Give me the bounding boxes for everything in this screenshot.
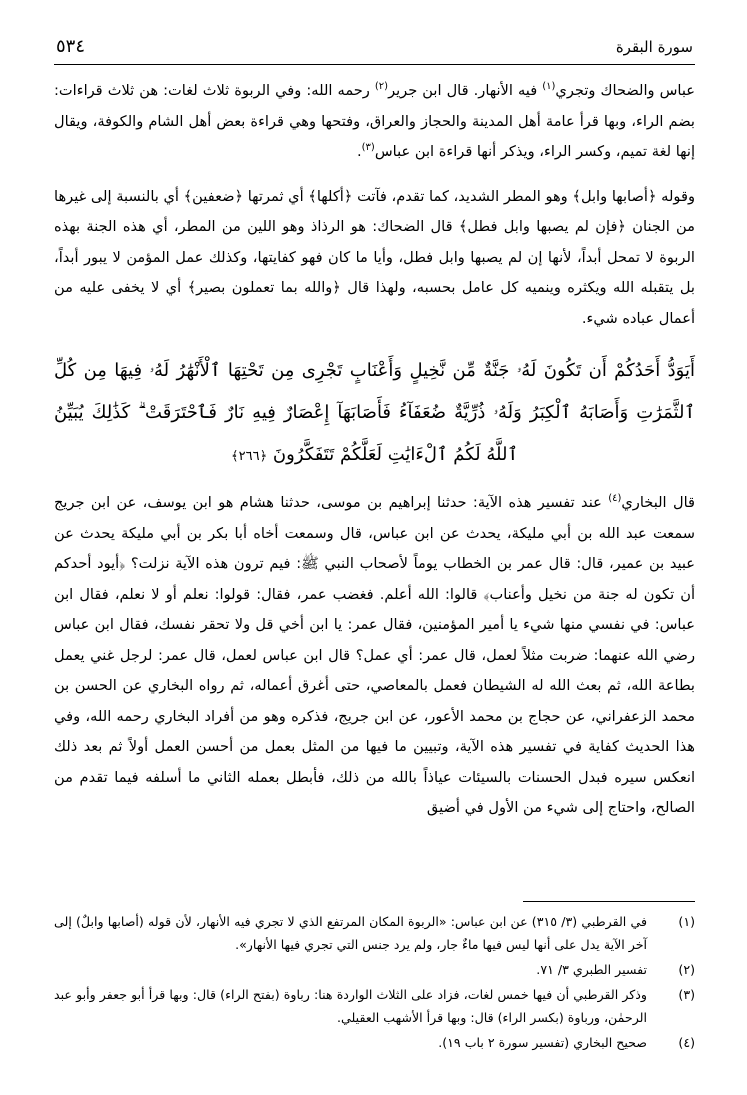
footnote-item: [54, 958, 695, 981]
footnote-ref-4[interactable]: (٤): [608, 493, 622, 505]
paragraph-rabwa-readings: عباس والضحاك وتجري$^{(١)}$ فيه الأنهار. قال ابن جرير$^{(٢)}$ رحمه الله: وفي الربوة ثلاث لغات: هن ثلاث قراءات: بضم الراء، وبها قرأ عامة أهل المدينة والحجاز والعراق، وفتحها وهي قراءة بعض أهل الشام والكوفة، ويقال إنها لغة تميم، وكسر الراء، ويذكر أنها قراءة ابن عباس$^{(٣)}$.: [54, 81, 695, 160]
quran-verse: [54, 350, 695, 478]
page-number: ٥٣٤: [56, 36, 86, 57]
footnote-number: (٢): [678, 962, 695, 977]
verse-text: أَيَوَدُّ أَحَدُكُمْ أَن تَكُونَ لَهُۥ جَنَّةٌ مِّن نَّخِيلٍ وَأَعْنَابٍ تَجْرِى مِن تَحْتِهَا ٱلْأَنْهَٰرُ لَهُۥ فِيهَا مِن كُلِّ ٱلثَّمَرَٰتِ وَأَصَابَهُ ٱلْكِبَرُ وَلَهُۥ ذُرِّيَّةٌ ضُعَفَآءُ فَأَصَابَهَآ إِعْصَارٌ فِيهِ نَارٌ فَٱحْتَرَقَتْ ۗ كَذَٰلِكَ يُبَيِّنُ ٱللَّهُ لَكُمُ ٱلْءَايَٰتِ لَعَلَّكُمْ تَتَفَكَّرُونَ: [54, 360, 695, 465]
footnotes: [54, 910, 695, 1056]
footnote-ref-2[interactable]: (٢): [374, 81, 389, 93]
footnote-number: (٤): [678, 1035, 695, 1050]
footnote-text: صحيح البخاري (تفسير سورة ٢ باب ١٩).: [438, 1035, 647, 1050]
footnote-number: (١): [678, 914, 695, 929]
surah-title: سورة البقرة: [615, 38, 693, 56]
footnote-ref-1[interactable]: (١): [542, 81, 556, 93]
footnote-number: (٣): [678, 987, 695, 1002]
footnote-divider: [523, 901, 695, 902]
footnote-item: [54, 1031, 695, 1054]
paragraph-bukhari-hadith: قال البخاري$^{(٤)}$ عند تفسير هذه الآية: حدثنا إبراهيم بن موسى، حدثنا هشام هو ابن يوسف، عن ابن جريج سمعت عبد الله بن أبي مليكة، يحدث عن ابن عباس، قال وسمعت أخاه أبا بكر بن أبي مليكة يحدث عن عبيد بن عمير، قال: قال عمر بن الخطاب يوماً لأصحاب النبي ﷺ: فيم ترون هذه الآية نزلت؟ ﴿أيود أحدكم أن تكون له جنة من نخيل وأعناب﴾ قالوا: الله أعلم. فغضب عمر، فقال: قولوا: نعلم أو لا نعلم، فقال ابن عباس: في نفسي منها شيء يا أمير المؤمنين، فقال عمر: يا ابن أخي قل ولا تحقر نفسك، فقال ابن عباس رضي الله عنهما: ضربت مثلاً لعمل، قال عمر: أي عمل؟ قال ابن عباس لعمل، قال عمر: لرجل غني يعمل بطاعة الله، ثم بعث الله له الشيطان فعمل بالمعاصي، حتى أغرق أعماله، ثم رواه البخاري عن الحسن بن محمد الزعفراني، عن حجاج بن محمد الأعور، عن ابن جريج، فذكره وهو من أفراد البخاري رحمه الله، وفي هذا الحديث كفاية في تفسير هذه الآية، وتبيين ما فيها من المثل بعمل من أحسن العمل أولاً ثم بعد ذلك انعكس سيره فبدل الحسنات بالسيئات عياذاً بالله من ذلك، فأبطل بعمله الثاني ما أسلفه فيما تقدم من الصالح، واحتاج إلى شيء من الأول في أضيق: [54, 493, 695, 816]
main-text: [54, 76, 695, 824]
footnote-ref-3[interactable]: (٣): [361, 142, 375, 154]
header-divider: [54, 64, 695, 65]
footnote-text: في القرطبي (٣/ ٣١٥) عن ابن عباس: «الربوة المكان المرتفع الذي لا تجري فيه الأنهار، لأن قوله (أصابها وابلٌ) إلى آخر الآية يدل على أنها ليس فيها ماءٌ جار، ولم يرد جنس التي تجري فيها الأنهار».: [54, 914, 647, 952]
footnote-text: وذكر القرطبي أن فيها خمس لغات، فزاد على الثلاث الواردة هنا: رباوة (بفتح الراء) قال: وبها قرأ أبو جعفر وأبو عبد الرحمٰن، ورباوة (بكسر الراء) قال: وبها قرأ الأشهب العقيلي.: [54, 987, 647, 1025]
footnote-text: تفسير الطبري ٣/ ٧١.: [536, 962, 647, 977]
footnote-item: [54, 910, 695, 956]
paragraph-wabil-explanation: وقوله ﴿أصابها وابل﴾ وهو المطر الشديد، كما تقدم، فآتت ﴿أكلها﴾ أي ثمرتها ﴿ضعفين﴾ أي بالنسبة إلى غيرها من الجنان ﴿فإن لم يصبها وابل فطل﴾ قال الضحاك: هو الرذاذ وهو اللين من المطر، أي هذه الجنة بهذه الربوة لا تمحل أبداً، لأنها إن لم يصبها وابل فطل، وأيا ما كان فهو كفايتها، وكذلك عمل المؤمن لا يبور أبداً، بل يتقبله الله ويكثره وينميه كل عامل بحسبه، ولهذا قال ﴿والله بما تعملون بصير﴾ أي لا يخفى عليه من أعمال عباده شيء.: [54, 187, 695, 327]
footnote-item: [54, 983, 695, 1029]
verse-number: ﴿٢٦٦﴾: [230, 449, 268, 464]
page-header: [56, 34, 693, 64]
